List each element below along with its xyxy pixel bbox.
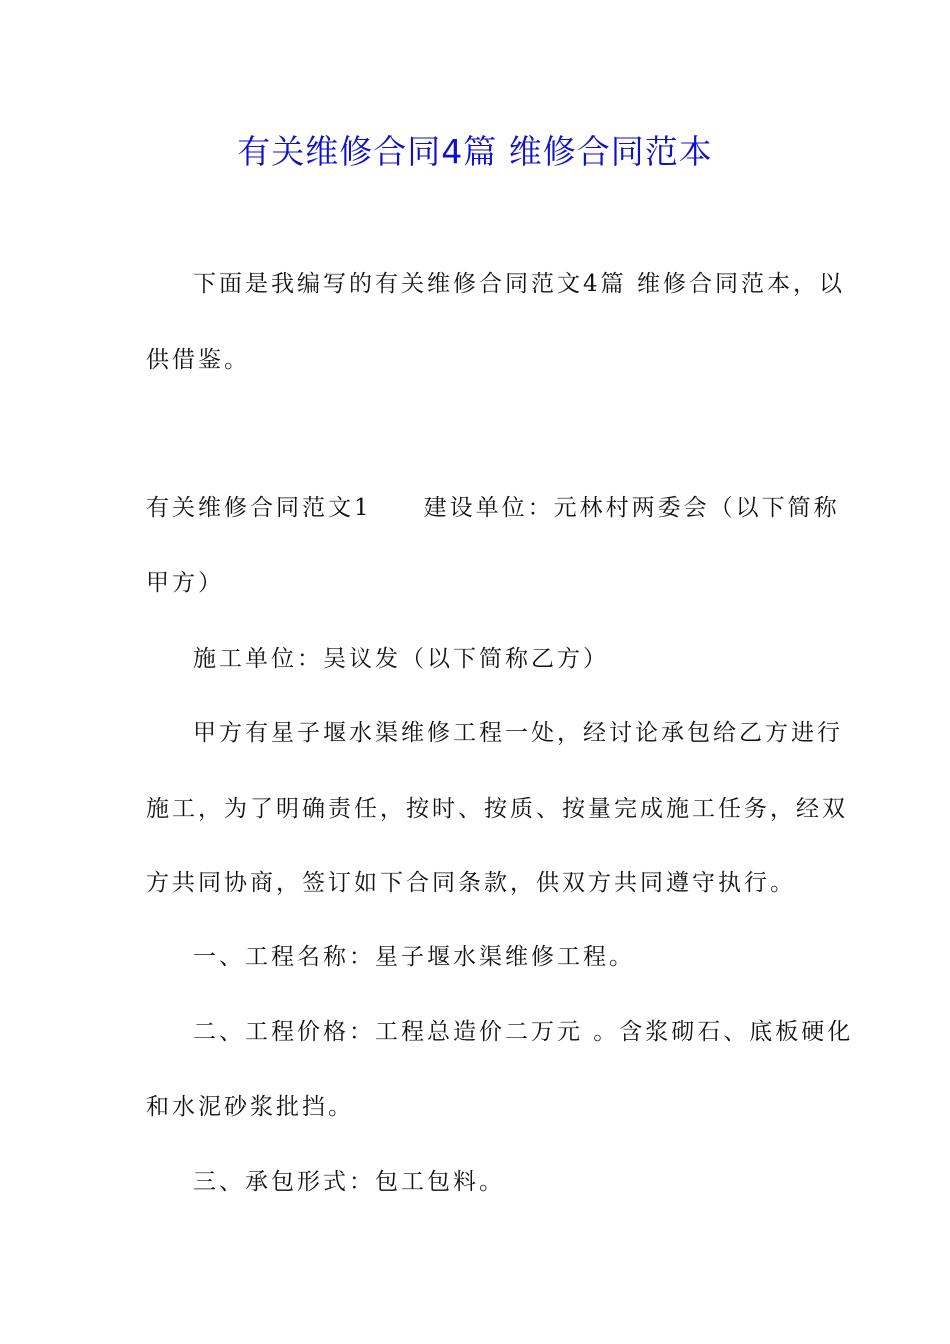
intro-line-2: 供借鉴。 (146, 347, 250, 373)
party-a-continuation: 甲方） (146, 570, 224, 596)
paragraph-line-3: 方共同协商，签订如下合同条款，供双方共同遵守执行。 (146, 870, 796, 896)
intro-line-1: 下面是我编写的有关维修合同范文4篇 维修合同范本，以 (193, 271, 845, 297)
clause-2-line-2: 和水泥砂浆批挡。 (146, 1094, 354, 1120)
paragraph-line-1: 甲方有星子堰水渠维修工程一处，经讨论承包给乙方进行 (193, 720, 843, 746)
clause-3: 三、承包形式：包工包料。 (193, 1169, 505, 1195)
paragraph-line-2: 施工，为了明确责任，按时、按质、按量完成施工任务，经双 (146, 796, 848, 822)
section-heading-line: 有关维修合同范文1 建设单位：元林村两委会（以下简称 (146, 495, 840, 521)
document-title: 有关维修合同4篇 维修合同范本 (237, 132, 713, 171)
clause-1: 一、工程名称：星子堰水渠维修工程。 (193, 944, 635, 970)
clause-2-line-1: 二、工程价格：工程总造价二万元 。含浆砌石、底板硬化 (193, 1019, 854, 1045)
party-b-line: 施工单位：吴议发（以下简称乙方） (193, 646, 609, 672)
